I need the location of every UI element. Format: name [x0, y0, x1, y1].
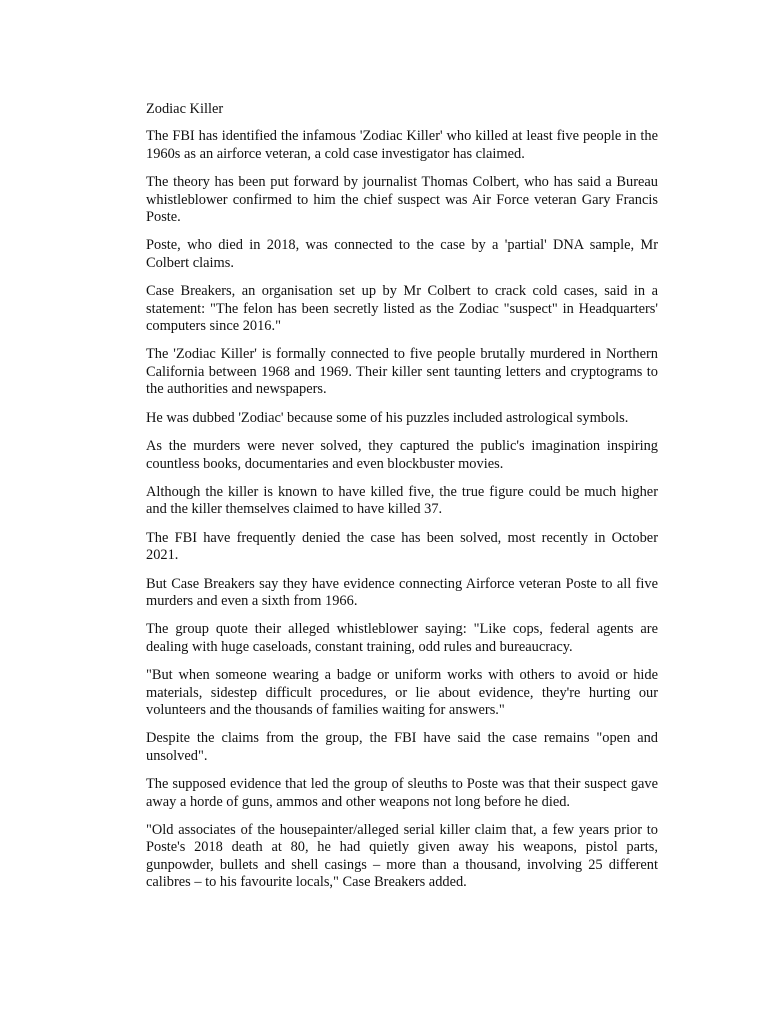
paragraph: "But when someone wearing a badge or uniform works with others to avoid or hide materials, sidestep difficult procedures, or lie about evidence, they're hurting our volunteers and the thousands of families waiting for answers."	[146, 667, 658, 718]
document-title: Zodiac Killer	[146, 101, 224, 117]
paragraph: The theory has been put forward by journalist Thomas Colbert, who has said a Bureau whistleblower confirmed to him the chief suspect was Air Force veteran Gary Francis Poste.	[146, 174, 658, 226]
paragraph: The FBI has identified the infamous 'Zodiac Killer' who killed at least five people in the 1960s as an airforce veteran, a cold case investigator has claimed.	[146, 128, 658, 162]
paragraph: Despite the claims from the group, the FBI have said the case remains "open and unsolved".	[146, 730, 658, 764]
paragraph: The supposed evidence that led the group of sleuths to Poste was that their suspect gave away a horde of guns, ammos and other weapons not long before he died.	[146, 776, 658, 810]
paragraph: The 'Zodiac Killer' is formally connected to five people brutally murdered in Northern California between 1968 and 1969. Their killer sent taunting letters and cryptograms to the authorities and newspapers.	[146, 346, 658, 398]
paragraph: "Old associates of the housepainter/alleged serial killer claim that, a few years prior to Poste's 2018 death at 80, he had quietly given away his weapons, pistol parts, gunpowder, bullets and shell casings – more than a thousand, involving 25 different calibres – to his favourite locals," Case Breakers added.	[146, 822, 658, 891]
paragraph: Poste, who died in 2018, was connected to the case by a 'partial' DNA sample, Mr Colbert claims.	[146, 237, 658, 271]
document-page	[146, 101, 658, 903]
paragraph: Case Breakers, an organisation set up by Mr Colbert to crack cold cases, said in a statement: "The felon has been secretly listed as the Zodiac "suspect" in Headquarters' computers since 2016."	[146, 283, 658, 335]
paragraph: The FBI have frequently denied the case has been solved, most recently in October 2021.	[146, 529, 658, 564]
paragraph: He was dubbed 'Zodiac' because some of his puzzles included astrological symbols.	[146, 409, 629, 426]
paragraph: The group quote their alleged whistleblower saying: "Like cops, federal agents are dealing with huge caseloads, constant training, odd rules and bureaucracy.	[146, 621, 658, 655]
paragraph: Although the killer is known to have killed five, the true figure could be much higher and the killer themselves claimed to have killed 37.	[146, 483, 658, 518]
paragraph: As the murders were never solved, they captured the public's imagination inspiring countless books, documentaries and even blockbuster movies.	[146, 438, 658, 472]
paragraph: But Case Breakers say they have evidence connecting Airforce veteran Poste to all five murders and even a sixth from 1966.	[146, 575, 658, 609]
